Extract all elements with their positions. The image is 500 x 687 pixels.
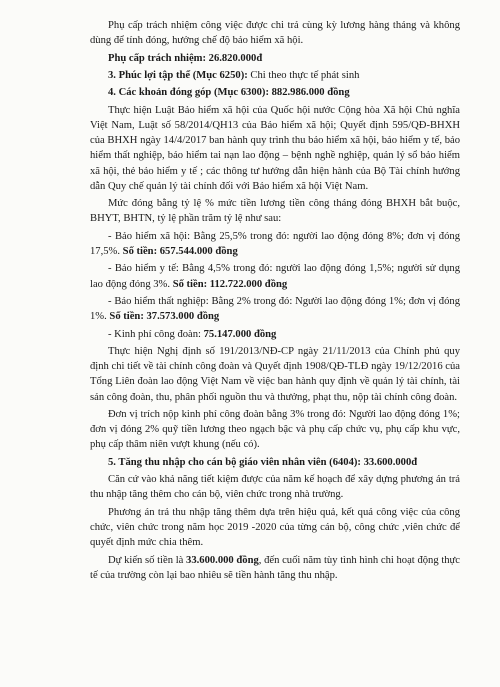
section-3-label: 3. Phúc lợi tập thể (Mục 6250): [108,69,248,81]
paragraph-allowance-note: Phụ cấp trách nhiệm công việc được chi trả cùng kỳ lương hàng tháng và không dùng để tính đóng, hưởng chế độ bảo hiểm xã hội. [90,20,460,47]
income-estimate-text-1: Dự kiến số tiền là [108,554,187,566]
income-estimate-text-2: , đến cuối năm tùy tình hình chi hoạt động thực tế của trường còn lại bao nhiêu sẽ tiền hành tăng thu nhập. [90,554,461,581]
health-insurance-amount: Số tiền: 112.722.000 đồng [172,278,288,290]
paragraph-income-plan: Phương án trả thu nhập tăng thêm dựa trên hiệu quả, kết quả công việc của công chức, viên chức trong năm học 2019 -2020 của từng cán bộ, công chức ,viên chức để quyết định mức chia thêm. [90,506,460,549]
social-insurance-text: - Bảo hiểm xã hội: Bằng 25,5% trong đó: người lao động đóng 8%; đơn vị đóng 17,5%. [90,230,460,257]
paragraph-contribution-rate: Mức đóng bằng tỷ lệ % mức tiền lương tiền công tháng đóng BHXH bắt buộc, BHYT, BHTN, tỷ lệ phần trăm tỷ lệ như sau: [90,198,460,225]
section-3-text: Chi theo thực tế phát sinh [247,69,360,81]
paragraph-insurance-law: Thực hiện Luật Bảo hiểm xã hội của Quốc hội nước Cộng hòa Xã hội Chủ nghĩa Việt Nam, Luật số 58/2014/QH13 của Bảo hiểm xã hội; Quyết định 595/QĐ-BHXH của BHXH ngày 14/4/2017 ban hành quy trình thu bảo hiểm xã hội, bảo hiểm y tế, bảo hiểm thất nghiệp, bảo hiểm tai nạn lao động – bệnh nghề nghiệp, quản lý sổ bảo hiểm xã hội, thẻ bảo hiểm y tế ; các thông tư hướng dẫn hiện hành của Bộ Tài chính hướng dẫn Quy chế quản lý tài chính đối với Bảo hiểm xã hội Việt Nam. [90,104,460,192]
paragraph-union-decree: Thực hiện Nghị định số 191/2013/NĐ-CP ngày 21/11/2013 của Chính phủ quy định chi tiết về tài chính công đoàn và Quyết định 1908/QĐ-TLĐ ngày 19/12/2016 của Tổng Liên đoàn lao động Việt Nam về việc ban hành quy định về quản lý tài chính, tài sản công đoàn, thu, phân phối nguồn thu và thưởng, phạt thu, nộp tài chính công đoàn. [90,345,460,403]
allowance-total: Phụ cấp trách nhiệm: 26.820.000đ [108,52,263,64]
paragraph-income-basis: Căn cứ vào khả năng tiết kiệm được của năm kế hoạch để xây dựng phương án trả thu nhập tăng thêm cho cán bộ, viên chức trong nhà trường. [90,474,460,501]
section-3-welfare [108,68,460,83]
income-estimate-amount: 33.600.000 đồng [186,554,259,566]
unemployment-insurance-amount: Số tiền: 37.573.000 đồng [109,311,220,323]
paragraph-union-rate: Đơn vị trích nộp kinh phí công đoàn bằng 3% trong đó: Người lao động đóng 1%; đơn vị đóng 2% quỹ tiền lương theo ngạch bậc và phụ cấp chức vụ, phụ cấp khu vực, phụ cấp thâm niên vượt khung (nếu có). [90,408,460,451]
union-fee-amount: 75.147.000 đồng [203,328,277,340]
item-health-insurance [90,261,460,291]
item-union-fee [90,327,460,342]
item-social-insurance [90,229,460,259]
section-5-heading: 5. Tăng thu nhập cho cán bộ giáo viên nhân viên (6404): 33.600.000đ [108,456,418,468]
item-unemployment-insurance [90,294,460,324]
unemployment-insurance-text: - Bảo hiểm thất nghiệp: Bằng 2% trong đó: Người lao động đóng 1%; đơn vị đóng 1%. [90,295,460,323]
social-insurance-amount: Số tiền: 657.544.000 đồng [122,245,238,257]
health-insurance-text: - Bảo hiểm y tế: Bằng 4,5% trong đó: người lao động đóng 1,5%; người sử dụng lao động đóng 3%. [90,263,460,290]
section-4-heading: 4. Các khoản đóng góp (Mục 6300): 882.986.000 đồng [108,87,350,99]
paragraph-income-estimate [90,553,460,583]
document-body [90,18,460,585]
union-fee-text: - Kinh phí công đoàn: [108,328,204,340]
